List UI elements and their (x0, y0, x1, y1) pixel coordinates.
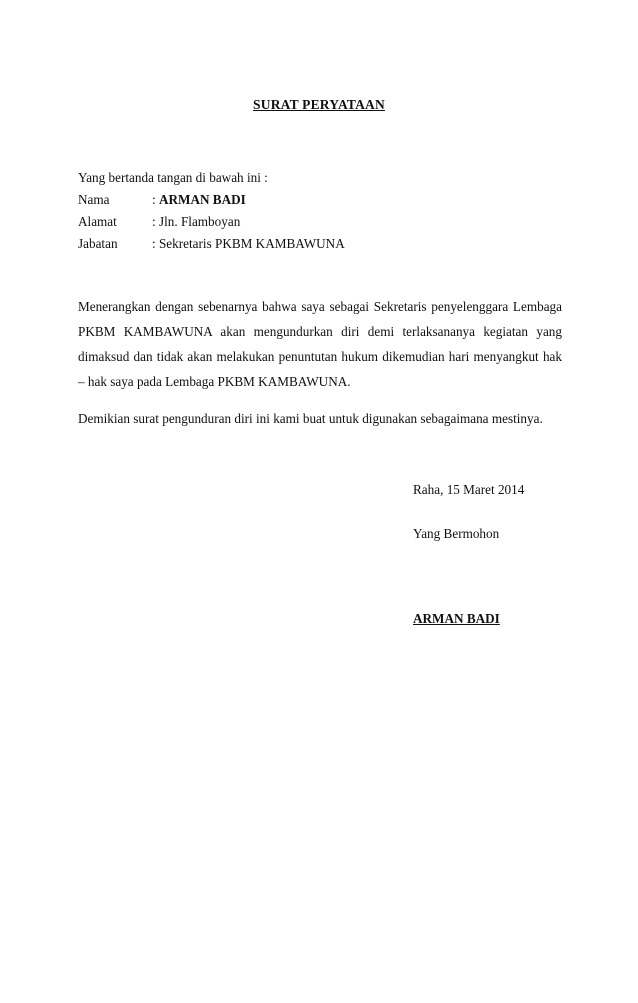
field-label-alamat: Alamat (78, 214, 117, 229)
place-date: Raha, 15 Maret 2014 (413, 482, 525, 497)
document-title: SURAT PERYATAAN (253, 97, 385, 112)
field-value-jabatan: : Sekretaris PKBM KAMBAWUNA (152, 236, 345, 251)
field-label-jabatan: Jabatan (78, 236, 118, 251)
field-value-alamat: : Jln. Flamboyan (152, 214, 241, 229)
intro-text: Yang bertanda tangan di bawah ini : (78, 170, 268, 185)
body-paragraph: Menerangkan dengan sebenarnya bahwa saya sebagai Sekretaris penyelenggara Lembaga PKBM KAMBAWUNA akan mengundurkan diri demi terlaksananya kegiatan yang dimaksud dan tidak akan melakukan penuntutan hukum dikemudian hari menyangkut hak – hak saya pada Lembaga PKBM KAMBAWUNA. (78, 299, 562, 389)
signer-name: ARMAN BADI (413, 611, 500, 626)
signer-role: Yang Bermohon (413, 526, 500, 541)
field-value-jabatan-text: Sekretaris PKBM KAMBAWUNA (158, 236, 345, 251)
closing-text: Demikian surat pengunduran diri ini kami buat untuk digunakan sebagaimana mestinya. (78, 411, 543, 426)
field-label-nama: Nama (78, 192, 110, 207)
field-value-nama-text: ARMAN BADI (158, 192, 246, 207)
field-value-alamat-text: Jln. Flamboyan (158, 214, 241, 229)
field-value-nama: : ARMAN BADI (152, 192, 246, 207)
